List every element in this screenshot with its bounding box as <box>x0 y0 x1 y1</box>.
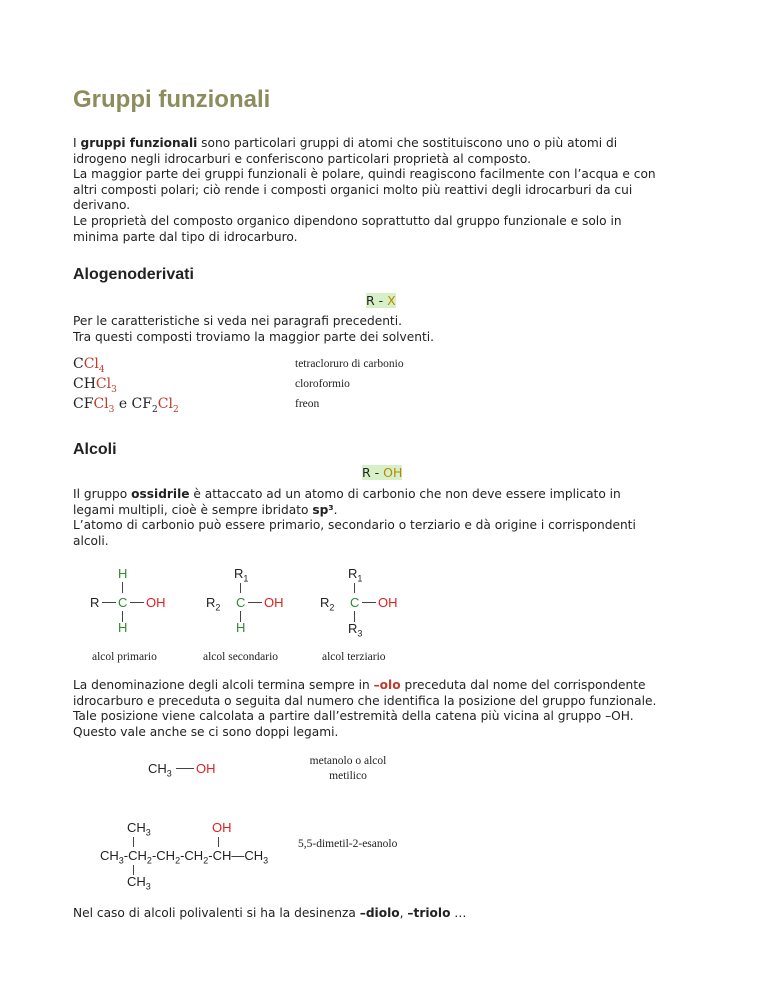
structure-alcol-terziario: $R_1$ $R_2$ C OH $R_3$ <box>320 566 398 639</box>
compound-ccl4: CCl$_4$ <box>73 356 105 375</box>
compound-name-ccl4: tetracloruro di carbonio <box>295 358 404 370</box>
page-title: Gruppi funzionali <box>73 86 271 113</box>
compound-name-freon: freon <box>295 398 320 410</box>
polyvalent-alcohols-note: Nel caso di alcoli polivalenti si ha la desinenza –diolo, –triolo … <box>73 906 467 920</box>
structure-alcol-primario: H R C OH H <box>90 566 166 635</box>
formula-r-oh: R - OH <box>362 465 403 480</box>
alcoli-description: Il gruppo ossidrile è attaccato ad un atomo di carbonio che non deve essere implicato in legami multipli, cioè è sempre ibridato sp³. L’atomo di carbonio può essere primario, secondario o terziario e dà origine i corrispondenti alcoli. <box>73 487 636 548</box>
intro-paragraph: I gruppi funzionali sono particolari gruppi di atomi che sostituiscono uno o più atomi di idrogeno negli idrocarburi e conferiscono particolari proprietà al composto. La maggior parte dei gruppi funzionali è polare, quindi reagiscono facilmente con l’acqua e con altri composti polari; ciò rende i composti organici molto più reattivi degli idrocarburi da cui derivano. Le proprietà del composto organico dipendono soprattutto dal gruppo funzionale e solo in minima parte dal tipo di idrocarburo. <box>73 136 656 244</box>
intro-bold-term: gruppi funzionali <box>80 136 198 150</box>
name-metanolo: metanolo o alcol metilico <box>309 755 387 782</box>
compound-freon: CFCl$_3$ e $CF_2Cl_2$ <box>73 396 179 415</box>
structure-5-5-dimetil-2-esanolo: $CH_3$ OH $CH_3-CH_2-CH_2-CH_2-CH—CH_3$ $CH_3$ <box>100 820 269 892</box>
compound-name-chcl3: cloroformio <box>295 378 350 390</box>
compound-chcl3: CHCl$_3$ <box>73 376 117 395</box>
structure-alcol-secondario: $R_1$ $R_2$ C OH H <box>206 566 284 635</box>
alogeno-description: Per le caratteristiche si veda nei paragrafi precedenti. Tra questi composti troviamo la maggior parte dei solventi. <box>73 314 435 344</box>
formula-r-x: R - X <box>366 293 396 308</box>
section-heading-alcoli: Alcoli <box>73 441 117 458</box>
caption-alcol-terziario: alcol terziario <box>322 651 386 663</box>
caption-alcol-secondario: alcol secondario <box>203 651 279 663</box>
alcoli-naming-paragraph: La denominazione degli alcoli termina sempre in –olo preceduta dal nome del corrispondente idrocarburo e preceduta o seguita dal numero che identifica la posizione del gruppo funzionale. Tale posizione viene calcolata a partire dall’estremità della catena più vicina al gruppo –OH. Questo vale anche se ci sono doppi legami. <box>73 678 657 739</box>
section-heading-alogenoderivati: Alogenoderivati <box>73 266 194 283</box>
structure-metanolo: $CH_3$ OH <box>148 761 216 779</box>
caption-alcol-primario: alcol primario <box>92 651 157 663</box>
name-5-5-dimetil-2-esanolo: 5,5-dimetil-2-esanolo <box>298 838 398 850</box>
